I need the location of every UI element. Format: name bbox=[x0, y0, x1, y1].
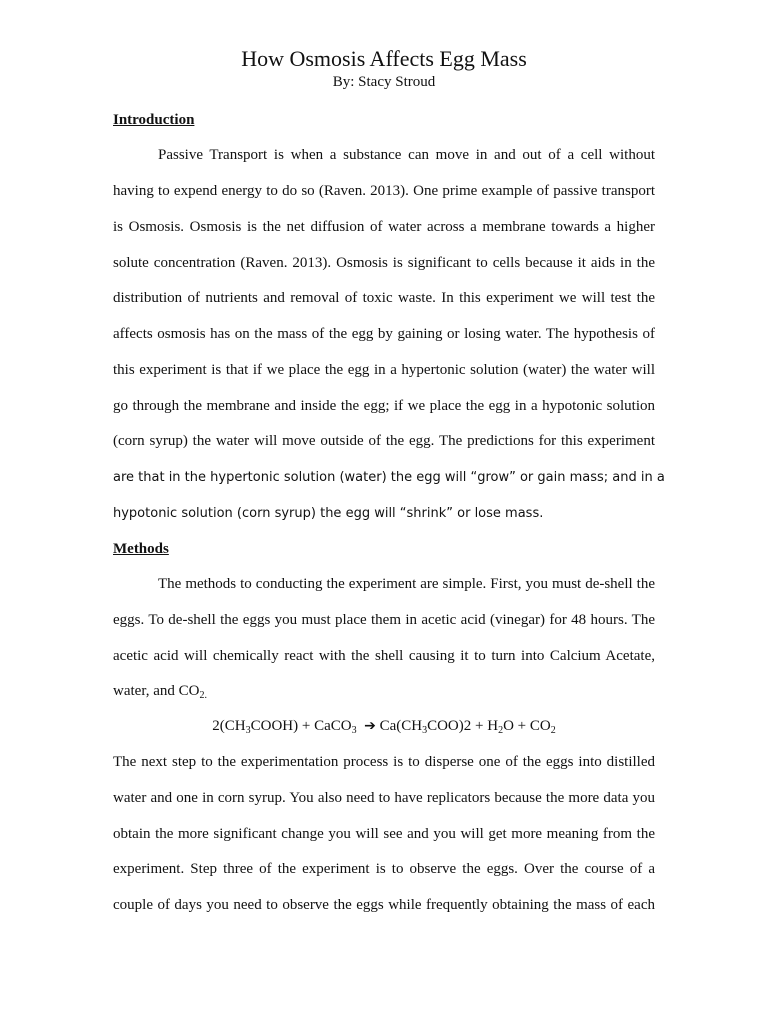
intro-line-4: solute concentration (Raven. 2013). Osmosis is significant to cells because it aids in the bbox=[113, 255, 655, 271]
eq-sub: 3 bbox=[422, 725, 428, 736]
co2-line-subscript: 2. bbox=[199, 690, 207, 701]
eq-part: COO)2 + H bbox=[427, 718, 499, 734]
eq-part: O + CO bbox=[503, 718, 551, 734]
methods-line-6: obtain the more significant change you will see and you will get more meaning from the bbox=[113, 826, 655, 842]
methods-heading: Methods bbox=[113, 541, 169, 557]
methods-line-5: water and one in corn syrup. You also need to have replicators because the more data you bbox=[113, 790, 655, 806]
methods-line-7: experiment. Step three of the experiment is to observe the eggs. Over the course of a bbox=[113, 861, 655, 877]
intro-line-2: having to expend energy to do so (Raven. 2013). One prime example of passive transport bbox=[113, 183, 655, 199]
intro-line-11: hypotonic solution (corn syrup) the egg will “shrink” or lose mass. bbox=[113, 506, 544, 521]
eq-sub: 2 bbox=[498, 725, 504, 736]
co2-line-text: water, and CO bbox=[113, 683, 200, 699]
intro-line-3: is Osmosis. Osmosis is the net diffusion of water across a membrane towards a higher bbox=[113, 219, 655, 235]
document-title: How Osmosis Affects Egg Mass bbox=[241, 46, 527, 71]
introduction-heading: Introduction bbox=[113, 112, 195, 128]
intro-line-9: (corn syrup) the water will move outside of the egg. The predictions for this experiment bbox=[113, 433, 655, 449]
reaction-arrow-icon: ➔ bbox=[364, 718, 376, 734]
eq-sub: 3 bbox=[351, 725, 357, 736]
intro-line-1: Passive Transport is when a substance can move in and out of a cell without bbox=[158, 147, 655, 163]
methods-line-1: The methods to conducting the experiment are simple. First, you must de-shell the bbox=[158, 576, 655, 592]
methods-line-4: The next step to the experimentation process is to disperse one of the eggs into distilled bbox=[113, 754, 655, 770]
document-byline: By: Stacy Stroud bbox=[332, 74, 436, 90]
methods-line-co2 bbox=[113, 682, 655, 700]
eq-sub: 3 bbox=[245, 725, 251, 736]
methods-line-8: couple of days you need to observe the eggs while frequently obtaining the mass of each bbox=[113, 897, 655, 913]
eq-part: Ca(CH bbox=[379, 718, 423, 734]
intro-line-7: this experiment is that if we place the egg in a hypertonic solution (water) the water will bbox=[113, 362, 655, 378]
intro-line-5: distribution of nutrients and removal of toxic waste. In this experiment we will test the bbox=[113, 290, 655, 306]
intro-line-8: go through the membrane and inside the egg; if we place the egg in a hypotonic solution bbox=[113, 398, 655, 414]
eq-sub: 2 bbox=[550, 725, 556, 736]
chemical-equation bbox=[0, 717, 768, 735]
methods-line-2: eggs. To de-shell the eggs you must place them in acetic acid (vinegar) for 48 hours. The bbox=[113, 612, 655, 628]
methods-line-3: acetic acid will chemically react with the shell causing it to turn into Calcium Acetate, bbox=[113, 648, 655, 664]
eq-part: 2(CH bbox=[212, 718, 246, 734]
eq-part: COOH) + CaCO bbox=[250, 718, 352, 734]
intro-line-10: are that in the hypertonic solution (water) the egg will “grow” or gain mass; and in a bbox=[113, 470, 665, 485]
intro-line-6: affects osmosis has on the mass of the egg by gaining or losing water. The hypothesis of bbox=[113, 326, 655, 342]
